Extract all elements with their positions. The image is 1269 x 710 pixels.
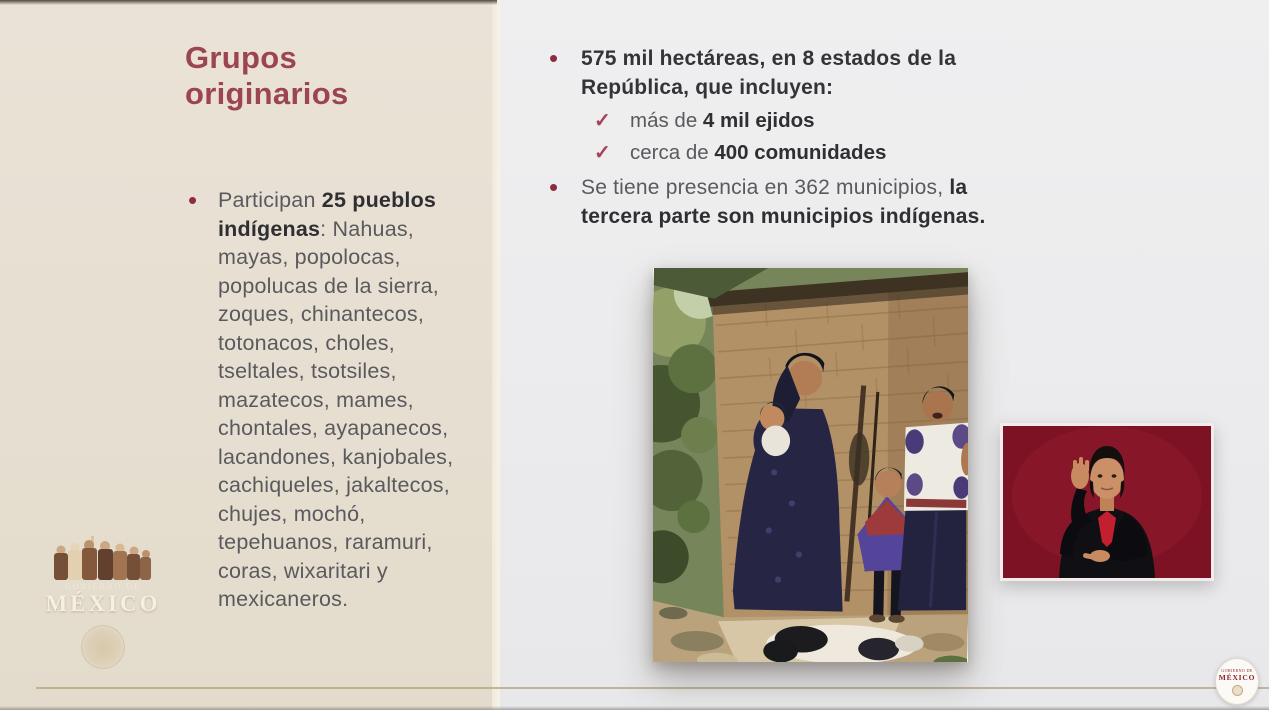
right-check-1-text — [630, 107, 815, 135]
interpreter-box — [1000, 423, 1214, 581]
bullet-2-bold: la tercera parte son municipios indígenas. — [581, 176, 986, 228]
family-photo — [653, 268, 968, 662]
bottom-edge-shadow — [0, 706, 1269, 710]
bullet-marker: • — [549, 43, 559, 73]
check-icon: ✓ — [594, 110, 611, 132]
page-title-line2: originarios — [185, 76, 349, 111]
right-bullet-item-1 — [549, 44, 1011, 102]
left-bullet-text — [218, 186, 476, 614]
bottom-rule-line — [36, 687, 1269, 689]
page-title-line1: Grupos — [185, 40, 298, 75]
watermark-seal-icon — [81, 625, 125, 669]
left-bullet-lead: Participan — [218, 188, 322, 212]
gobierno-mexico-corner-seal — [1215, 658, 1259, 705]
right-check-2-text — [630, 139, 886, 167]
left-bullet-rest: : Nahuas, mayas, popolocas, popolucas de la sierra, zoques, chinantecos, totonacos, choles, tseltales, tsotsiles, mazatecos, mames, chontales, ayapanecos, lacandones, kanjobales, cachiqueles, jakaltecos, chujes, mochó, tepehuanos, raramuri, coras, wixaritari y mexicaneros. — [218, 216, 454, 611]
family-photo-frame — [653, 268, 968, 662]
family-photo-illustration — [653, 268, 968, 662]
right-bullet-1-text: 575 mil hectáreas, en 8 estados de la República, que incluyen: — [581, 47, 957, 99]
check-1-bold: 4 mil ejidos — [702, 109, 815, 132]
corner-seal-emblem-icon — [1232, 685, 1243, 696]
panel-divider — [492, 0, 500, 710]
right-check-item-1 — [594, 107, 815, 135]
check-1-lead: más de — [630, 109, 703, 132]
bullet-marker: • — [188, 185, 198, 215]
check-icon: ✓ — [594, 142, 611, 164]
left-bullet-item — [188, 186, 476, 614]
left-bullet-bold: 25 pueblos indígenas — [218, 188, 437, 241]
top-edge-shadow — [0, 0, 497, 5]
watermark-mexico: MÉXICO — [45, 591, 161, 616]
check-2-bold: 400 comunidades — [714, 141, 887, 164]
right-check-item-2 — [594, 139, 886, 167]
watermark-gobierno-de: GOBIERNO DE — [65, 582, 141, 591]
check-2-lead: cerca de — [630, 141, 715, 164]
bullet-marker: • — [549, 172, 559, 202]
historic-figures-icon — [51, 536, 155, 580]
gobierno-mexico-watermark — [44, 536, 162, 669]
interpreter-illustration — [1003, 426, 1211, 578]
sign-language-interpreter — [1003, 426, 1211, 578]
corner-seal-gobierno-de: GOBIERNO DE — [1221, 667, 1253, 673]
right-bullet-item-2 — [549, 173, 1025, 231]
corner-seal-mexico: MÉXICO — [1218, 672, 1256, 682]
page-title — [185, 40, 349, 112]
right-bullet-2-text — [581, 173, 1025, 231]
bullet-2-lead: Se tiene presencia en 362 municipios, — [581, 176, 950, 199]
